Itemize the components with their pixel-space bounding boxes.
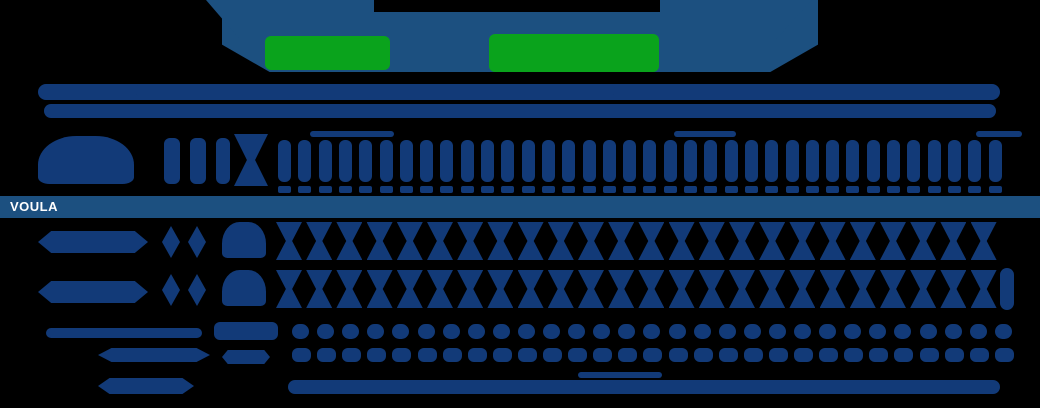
dot-r2-22	[819, 348, 838, 362]
glyph-sub-31	[887, 186, 900, 193]
glyph-main-22	[704, 140, 717, 182]
tick-mark-left	[310, 131, 394, 137]
row2-dome	[222, 270, 266, 306]
dot-r2-15	[643, 348, 662, 362]
glyph-sub-20	[664, 186, 677, 193]
glyph-main-2	[298, 140, 311, 182]
dot-r1-1	[292, 324, 309, 339]
dot-r1-3	[342, 324, 359, 339]
glyph-main-24	[745, 140, 758, 182]
hourglass-r2-7	[457, 270, 483, 308]
glyph-main-15	[562, 140, 575, 182]
glyph-main-20	[664, 140, 677, 182]
hourglass-r1-13	[638, 222, 664, 260]
hourglass-r2-9	[518, 270, 544, 308]
glyph-sub-18	[623, 186, 636, 193]
dot-r2-2	[317, 348, 336, 362]
hourglass-r2-17	[759, 270, 785, 308]
hourglass-r1-22	[910, 222, 936, 260]
glyph-main-8	[420, 140, 433, 182]
row2-left-hex	[38, 281, 148, 303]
glyph-main-16	[583, 140, 596, 182]
glyph-bar-1	[164, 138, 180, 184]
dot-r2-3	[342, 348, 361, 362]
glyph-sub-16	[583, 186, 596, 193]
dot-r2-18	[719, 348, 738, 362]
dot-r1-19	[744, 324, 761, 339]
dot-r2-12	[568, 348, 587, 362]
glyph-main-17	[603, 140, 616, 182]
glyph-main-12	[501, 140, 514, 182]
hourglass-r2-2	[306, 270, 332, 308]
glyph-sub-8	[420, 186, 433, 193]
glyph-sub-6	[380, 186, 393, 193]
hourglass-r2-16	[729, 270, 755, 308]
glyph-sub-5	[359, 186, 372, 193]
glyph-sub-30	[867, 186, 880, 193]
glyph-sub-29	[846, 186, 859, 193]
dot-r1-16	[669, 324, 686, 339]
hourglass-r1-2	[306, 222, 332, 260]
hourglass-r2-23	[940, 270, 966, 308]
row2-right-cap	[1000, 268, 1014, 310]
hourglass-r1-11	[578, 222, 604, 260]
glyph-sub-14	[542, 186, 555, 193]
hourglass-r2-14	[669, 270, 695, 308]
glyph-main-7	[400, 140, 413, 182]
dotrow1-left-bar	[46, 328, 202, 338]
glyph-main-21	[684, 140, 697, 182]
footer-left-bar	[98, 378, 194, 394]
glyph-sub-4	[339, 186, 352, 193]
glyph-main-25	[765, 140, 778, 182]
row2-diamond-2	[188, 274, 206, 306]
hourglass-r1-24	[971, 222, 997, 260]
hourglass-r1-15	[699, 222, 725, 260]
hourglass-r2-12	[608, 270, 634, 308]
dot-r2-28	[970, 348, 989, 362]
footer-tick	[578, 372, 662, 378]
glyph-sub-1	[278, 186, 291, 193]
hourglass-r2-20	[850, 270, 876, 308]
dot-r1-27	[945, 324, 962, 339]
dot-r2-24	[869, 348, 888, 362]
dot-r2-29	[995, 348, 1014, 362]
glyph-large-block	[38, 136, 134, 184]
glyph-main-31	[887, 140, 900, 182]
dot-r1-14	[618, 324, 635, 339]
hourglass-r1-23	[940, 222, 966, 260]
glyph-main-29	[846, 140, 859, 182]
row1-diamond-2	[188, 226, 206, 258]
glyph-sub-13	[522, 186, 535, 193]
hourglass-r2-10	[548, 270, 574, 308]
hourglass-r1-21	[880, 222, 906, 260]
hourglass-r1-19	[820, 222, 846, 260]
glyph-main-14	[542, 140, 555, 182]
dot-r1-24	[869, 324, 886, 339]
dot-r2-14	[618, 348, 637, 362]
glyph-sub-15	[562, 186, 575, 193]
dot-r1-5	[392, 324, 409, 339]
glyph-sub-26	[786, 186, 799, 193]
footer-bar	[288, 380, 1000, 394]
dot-r2-1	[292, 348, 311, 362]
dot-r2-19	[744, 348, 763, 362]
dot-r1-11	[543, 324, 560, 339]
hourglass-r2-11	[578, 270, 604, 308]
dot-r1-23	[844, 324, 861, 339]
dot-r1-18	[719, 324, 736, 339]
glyph-sub-36	[989, 186, 1002, 193]
hourglass-r1-16	[729, 222, 755, 260]
glyph-sub-17	[603, 186, 616, 193]
hourglass-r1-3	[336, 222, 362, 260]
dot-r2-26	[920, 348, 939, 362]
dotrow2-left-block	[222, 350, 270, 364]
glyph-main-32	[907, 140, 920, 182]
row1-left-hex	[38, 231, 148, 253]
glyph-main-3	[319, 140, 332, 182]
hourglass-r2-22	[910, 270, 936, 308]
glyph-main-6	[380, 140, 393, 182]
tick-mark-center	[674, 131, 736, 137]
dot-r1-22	[819, 324, 836, 339]
glyph-sub-3	[319, 186, 332, 193]
hourglass-r1-20	[850, 222, 876, 260]
hourglass-r1-7	[457, 222, 483, 260]
hourglass-r1-4	[367, 222, 393, 260]
dot-r2-23	[844, 348, 863, 362]
dot-r2-10	[518, 348, 537, 362]
glyph-sub-33	[928, 186, 941, 193]
dot-r1-4	[367, 324, 384, 339]
dot-r1-15	[643, 324, 660, 339]
hourglass-r1-17	[759, 222, 785, 260]
dot-r1-25	[894, 324, 911, 339]
header-banner-left-wing	[22, 0, 252, 40]
dot-r2-6	[418, 348, 437, 362]
glyph-sub-11	[481, 186, 494, 193]
hourglass-r2-4	[367, 270, 393, 308]
hourglass-r2-6	[427, 270, 453, 308]
toolbar-bar-upper-inner	[135, 84, 615, 97]
dot-r2-7	[443, 348, 462, 362]
dot-r1-29	[995, 324, 1012, 339]
glyph-main-36	[989, 140, 1002, 182]
hourglass-r2-19	[820, 270, 846, 308]
glyph-main-11	[481, 140, 494, 182]
glyph-bar-3	[216, 138, 230, 184]
hourglass-r1-9	[518, 222, 544, 260]
dot-r1-2	[317, 324, 334, 339]
hourglass-r2-18	[789, 270, 815, 308]
glyph-main-19	[643, 140, 656, 182]
glyph-main-5	[359, 140, 372, 182]
dotrow2-left-bar	[98, 348, 210, 362]
glyph-sub-22	[704, 186, 717, 193]
glyph-sub-12	[501, 186, 514, 193]
hourglass-r2-13	[638, 270, 664, 308]
voula-band	[0, 196, 1040, 218]
dot-r2-8	[468, 348, 487, 362]
hourglass-r1-12	[608, 222, 634, 260]
glyph-sub-35	[968, 186, 981, 193]
hourglass-r1-8	[487, 222, 513, 260]
hourglass-r2-24	[971, 270, 997, 308]
hourglass-r1-14	[669, 222, 695, 260]
dot-r1-9	[493, 324, 510, 339]
glyph-bar-2	[190, 138, 206, 184]
dot-r1-17	[694, 324, 711, 339]
glyph-sub-28	[826, 186, 839, 193]
glyph-sub-24	[745, 186, 758, 193]
voula-label: VOULA	[10, 199, 58, 214]
glyph-sub-34	[948, 186, 961, 193]
dot-r1-26	[920, 324, 937, 339]
hourglass-r2-3	[336, 270, 362, 308]
glyph-sub-7	[400, 186, 413, 193]
glyph-main-4	[339, 140, 352, 182]
header-highlight-block-2[interactable]	[489, 34, 659, 72]
dot-r1-21	[794, 324, 811, 339]
glyph-sub-32	[907, 186, 920, 193]
tick-mark-right	[976, 131, 1022, 137]
dot-r1-8	[468, 324, 485, 339]
hourglass-r2-8	[487, 270, 513, 308]
glyph-main-26	[786, 140, 799, 182]
glyph-sub-2	[298, 186, 311, 193]
dot-r2-25	[894, 348, 913, 362]
glyph-main-30	[867, 140, 880, 182]
glyph-sub-19	[643, 186, 656, 193]
hourglass-r2-15	[699, 270, 725, 308]
glyph-main-18	[623, 140, 636, 182]
glyph-sub-21	[684, 186, 697, 193]
dot-r2-11	[543, 348, 562, 362]
glyph-main-34	[948, 140, 961, 182]
glyph-sub-23	[725, 186, 738, 193]
hourglass-r2-21	[880, 270, 906, 308]
dot-r2-4	[367, 348, 386, 362]
glyph-main-13	[522, 140, 535, 182]
dot-r2-21	[794, 348, 813, 362]
dot-r1-12	[568, 324, 585, 339]
glyph-main-35	[968, 140, 981, 182]
glyph-sub-25	[765, 186, 778, 193]
dot-r2-20	[769, 348, 788, 362]
hourglass-r1-1	[276, 222, 302, 260]
hourglass-r2-1	[276, 270, 302, 308]
dot-r1-20	[769, 324, 786, 339]
glyph-sub-27	[806, 186, 819, 193]
glyph-main-23	[725, 140, 738, 182]
header-highlight-block-1[interactable]	[265, 36, 390, 70]
row1-diamond-1	[162, 226, 180, 258]
dot-r1-7	[443, 324, 460, 339]
glyph-sub-9	[440, 186, 453, 193]
dot-r1-28	[970, 324, 987, 339]
hourglass-r1-5	[397, 222, 423, 260]
hourglass-r2-5	[397, 270, 423, 308]
glyph-main-27	[806, 140, 819, 182]
glyph-hourglass-lead	[234, 134, 268, 186]
dot-r2-27	[945, 348, 964, 362]
toolbar-bar-lower-inner	[230, 104, 660, 116]
dot-r2-9	[493, 348, 512, 362]
dotrow1-left-block	[214, 322, 278, 340]
dot-r2-5	[392, 348, 411, 362]
hourglass-r1-6	[427, 222, 453, 260]
hourglass-r1-18	[789, 222, 815, 260]
dot-r1-13	[593, 324, 610, 339]
hourglass-r1-10	[548, 222, 574, 260]
dot-r2-16	[669, 348, 688, 362]
dot-r1-6	[418, 324, 435, 339]
row1-dome	[222, 222, 266, 258]
glyph-main-9	[440, 140, 453, 182]
glyph-main-10	[461, 140, 474, 182]
row2-diamond-1	[162, 274, 180, 306]
header-notch	[374, 0, 660, 12]
glyph-sub-10	[461, 186, 474, 193]
glyph-main-1	[278, 140, 291, 182]
dot-r2-17	[694, 348, 713, 362]
dot-r2-13	[593, 348, 612, 362]
glyph-main-28	[826, 140, 839, 182]
glyph-main-33	[928, 140, 941, 182]
dot-r1-10	[518, 324, 535, 339]
